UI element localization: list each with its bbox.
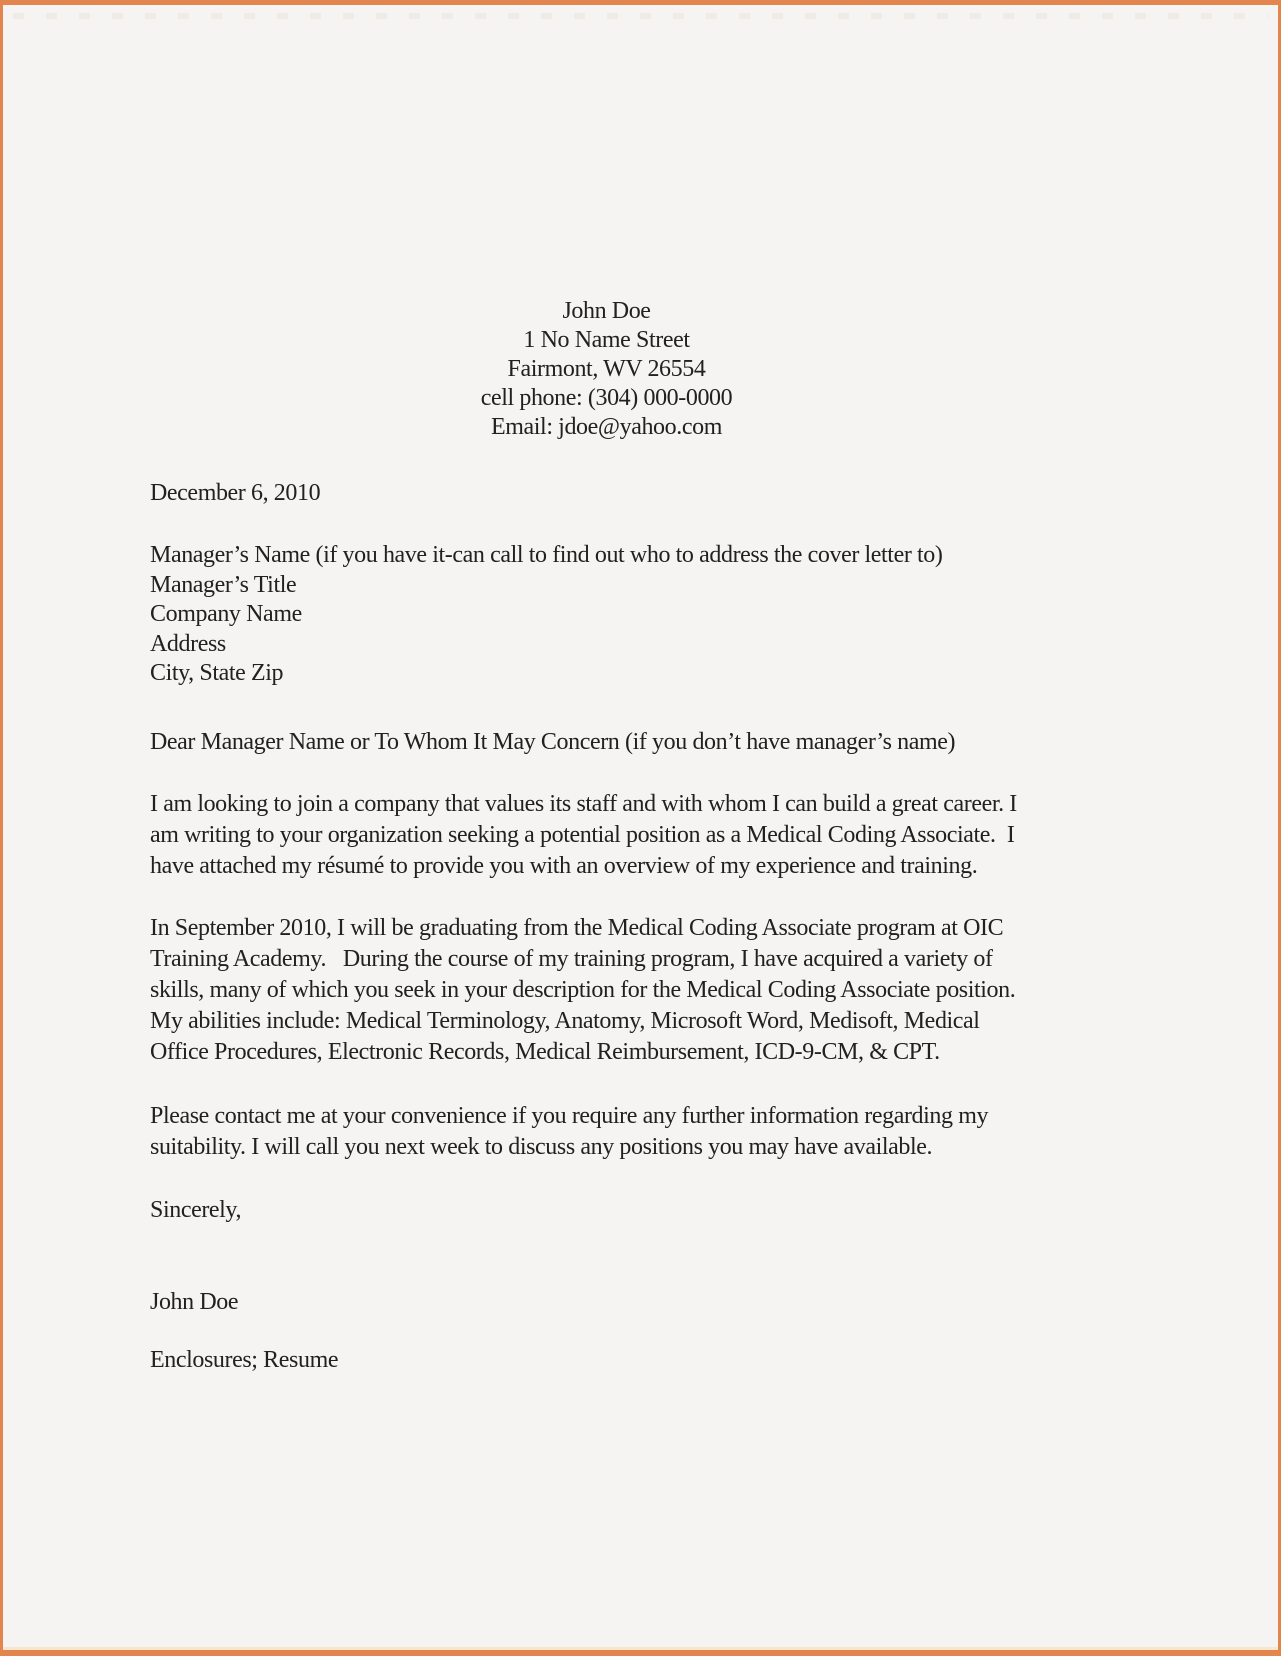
- body-text-line: Office Procedures, Electronic Records, Medical Reimbursement, ICD-9-CM, & CPT.: [150, 1039, 940, 1065]
- body-text-line: suitability. I will call you next week to discuss any positions you may have available.: [150, 1134, 933, 1160]
- body-text-line: skills, many of which you seek in your description for the Medical Coding Associate position.: [150, 977, 1016, 1003]
- scan-artifact-dashes: [13, 13, 1268, 19]
- body-text-line: am writing to your organization seeking a potential position as a Medical Coding Associate. I: [150, 822, 1015, 848]
- sender-street: 1 No Name Street: [523, 327, 690, 353]
- recipient-address-block: [150, 541, 1063, 689]
- body-text-line: Please contact me at your convenience if you require any further information regarding my: [150, 1103, 989, 1129]
- salutation: Dear Manager Name or To Whom It May Concern (if you don’t have manager’s name): [150, 729, 956, 755]
- sender-city-state-zip: Fairmont, WV 26554: [507, 356, 706, 382]
- sender-phone: cell phone: (304) 000-0000: [480, 385, 733, 411]
- sender-address-block: [150, 297, 1063, 442]
- sender-email: Email: jdoe@yahoo.com: [491, 414, 722, 440]
- letter-date: December 6, 2010: [150, 480, 321, 506]
- body-paragraph-2: [150, 913, 1063, 1068]
- body-text-line: have attached my résumé to provide you with an overview of my experience and training.: [150, 853, 978, 879]
- recipient-company-name: Company Name: [150, 601, 302, 627]
- recipient-manager-title: Manager’s Title: [150, 571, 297, 598]
- enclosure-note: Enclosures; Resume: [150, 1347, 339, 1373]
- body-text-line: Training Academy. During the course of my training program, I have acquired a variety of: [150, 946, 993, 972]
- body-text-line: I am looking to join a company that values its staff and with whom I can build a great career. I: [150, 791, 1017, 817]
- signature-name: John Doe: [150, 1289, 239, 1315]
- body-paragraph-1: [150, 789, 1063, 882]
- recipient-manager-name: Manager’s Name (if you have it-can call to find out who to address the cover letter to): [150, 542, 943, 568]
- body-text-line: In September 2010, I will be graduating from the Medical Coding Associate program at OIC: [150, 915, 1004, 941]
- body-text-line: My abilities include: Medical Terminology, Anatomy, Microsoft Word, Medisoft, Medical: [150, 1008, 980, 1034]
- recipient-city-state-zip: City, State Zip: [150, 660, 284, 686]
- recipient-address: Address: [150, 630, 226, 657]
- sender-name: John Doe: [562, 298, 651, 324]
- body-paragraph-3: [150, 1101, 1063, 1163]
- closing: Sincerely,: [150, 1197, 242, 1223]
